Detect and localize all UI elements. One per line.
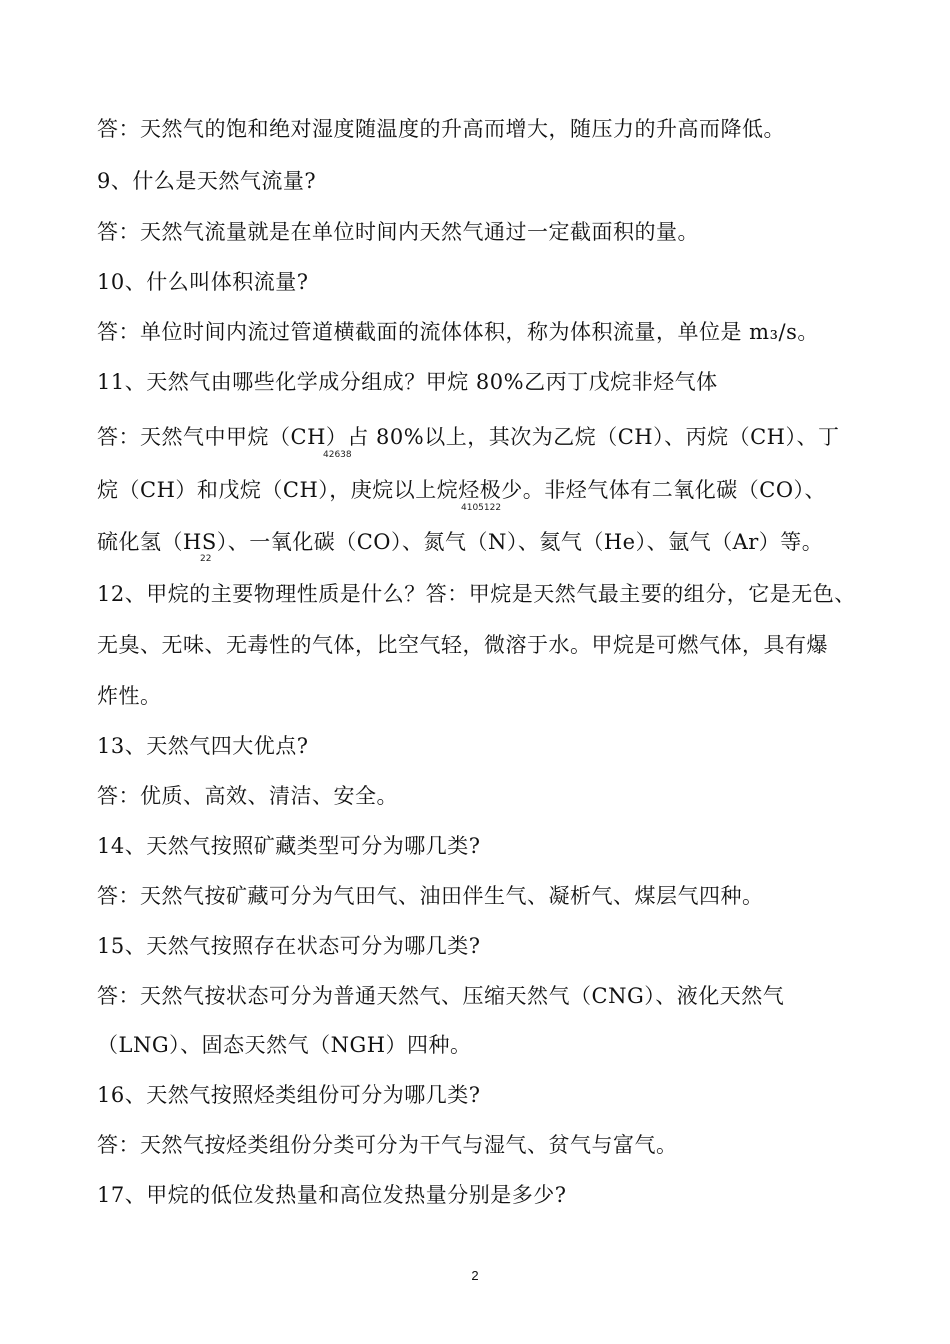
text-line-7: 答：天然气中甲烷（CH）占 80%以上，其次为乙烷（CH）、丙烷（CH）、丁: [97, 425, 840, 449]
text-line-12: 炸性。: [97, 684, 162, 708]
text-line-2: 9、什么是天然气流量?: [97, 169, 317, 193]
text-line-17: 15、天然气按照存在状态可分为哪几类?: [97, 934, 481, 958]
text-line-4: 10、什么叫体积流量?: [97, 270, 309, 294]
text-line-10: 12、甲烷的主要物理性质是什么？答：甲烷是天然气最主要的组分，它是无色、: [97, 582, 856, 606]
subscript-row-3: 22: [200, 554, 212, 564]
text-line-8: 烷（CH）和戊烷（CH），庚烷以上烷烃极少。非烃气体有二氧化碳（CO）、: [97, 478, 827, 502]
text-line-6: 11、天然气由哪些化学成分组成？甲烷 80%乙丙丁戊烷非烃气体: [97, 370, 718, 394]
text-line-15: 14、天然气按照矿藏类型可分为哪几类?: [97, 834, 481, 858]
text-line-22: 17、甲烷的低位发热量和高位发热量分别是多少?: [97, 1183, 567, 1207]
text-line-19: （LNG）、固态天然气（NGH）四种。: [97, 1033, 472, 1057]
text-line-1: 答：天然气的饱和绝对湿度随温度的升高而增大，随压力的升高而降低。: [97, 117, 785, 141]
text-line-3: 答：天然气流量就是在单位时间内天然气通过一定截面积的量。: [97, 220, 699, 244]
subscript-row-1: 42638: [323, 450, 352, 460]
text-line-11: 无臭、无味、无毒性的气体，比空气轻，微溶于水。甲烷是可燃气体，具有爆: [97, 633, 828, 657]
page-number: 2: [471, 1268, 479, 1283]
text-line-5: 答：单位时间内流过管道横截面的流体体积，称为体积流量，单位是 m₃/s。: [97, 320, 819, 344]
text-line-14: 答：优质、高效、清洁、安全。: [97, 784, 398, 808]
text-line-13: 13、天然气四大优点?: [97, 734, 309, 758]
text-line-18: 答：天然气按状态可分为普通天然气、压缩天然气（CNG）、液化天然气: [97, 984, 785, 1008]
text-line-9: 硫化氢（HS）、一氧化碳（CO）、氮气（N）、氦气（He）、氩气（Ar）等。: [97, 530, 824, 554]
subscript-row-2: 4105122: [461, 503, 502, 513]
text-line-16: 答：天然气按矿藏可分为气田气、油田伴生气、凝析气、煤层气四种。: [97, 884, 764, 908]
text-line-20: 16、天然气按照烃类组份可分为哪几类?: [97, 1083, 481, 1107]
text-line-21: 答：天然气按烃类组份分类可分为干气与湿气、贫气与富气。: [97, 1133, 678, 1157]
